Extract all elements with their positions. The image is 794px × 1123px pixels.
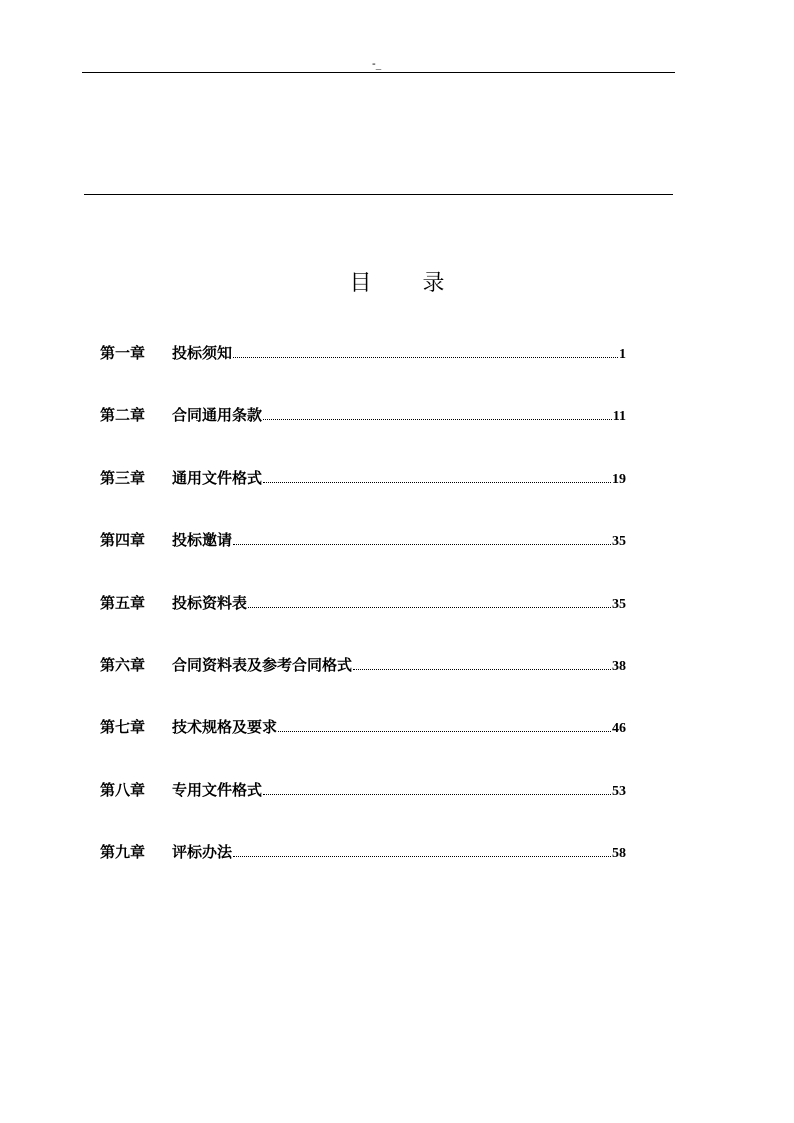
toc-chapter-title: 通用文件格式 bbox=[172, 468, 263, 487]
toc-dot-leader bbox=[263, 482, 611, 483]
toc-page-number: 19 bbox=[612, 471, 626, 487]
toc-page-number: 1 bbox=[619, 347, 626, 362]
toc-entry-chapter-9[interactable] bbox=[100, 837, 640, 899]
toc-dot-leader bbox=[263, 794, 611, 795]
toc-chapter-number: 第八章 bbox=[100, 780, 146, 799]
toc-chapter-title: 合同通用条款 bbox=[172, 406, 263, 425]
toc-page-number: 53 bbox=[612, 783, 626, 799]
toc-page-number: 35 bbox=[612, 596, 626, 612]
toc-entry-chapter-4[interactable] bbox=[100, 525, 640, 587]
toc-chapter-number: 第七章 bbox=[100, 718, 146, 737]
toc-title: 目 录 bbox=[349, 271, 467, 296]
header-rule-top bbox=[82, 72, 675, 73]
toc-entry-chapter-5[interactable] bbox=[100, 588, 640, 650]
toc-entry-chapter-2[interactable] bbox=[100, 400, 640, 462]
toc-chapter-number: 第三章 bbox=[100, 468, 146, 487]
toc-page-number: 35 bbox=[612, 534, 626, 550]
toc-dot-leader bbox=[248, 607, 611, 608]
toc-dot-leader bbox=[233, 357, 618, 358]
header-rule-bottom bbox=[84, 194, 673, 195]
toc-chapter-title: 技术规格及要求 bbox=[172, 718, 278, 737]
table-of-contents bbox=[100, 338, 640, 900]
toc-dot-leader bbox=[278, 731, 611, 732]
toc-chapter-number: 第九章 bbox=[100, 843, 146, 862]
toc-chapter-number: 第二章 bbox=[100, 406, 146, 425]
toc-page-number: 11 bbox=[612, 409, 626, 425]
toc-chapter-title: 投标须知 bbox=[172, 344, 233, 362]
toc-entry-chapter-8[interactable] bbox=[100, 775, 640, 837]
toc-chapter-title: 评标办法 bbox=[172, 843, 233, 862]
toc-chapter-title: 合同资料表及参考合同格式 bbox=[172, 655, 353, 674]
toc-dot-leader bbox=[233, 544, 611, 545]
toc-chapter-number: 第五章 bbox=[100, 593, 146, 612]
toc-page-number: 46 bbox=[612, 721, 626, 737]
toc-entry-chapter-1[interactable] bbox=[100, 338, 640, 400]
toc-page-number: 38 bbox=[612, 658, 626, 674]
toc-chapter-title: 投标邀请 bbox=[172, 531, 233, 550]
toc-entry-chapter-7[interactable] bbox=[100, 712, 640, 774]
toc-chapter-number: 第四章 bbox=[100, 531, 146, 550]
toc-chapter-number: 第六章 bbox=[100, 655, 146, 674]
toc-dot-leader bbox=[353, 669, 611, 670]
toc-chapter-title: 投标资料表 bbox=[172, 593, 248, 612]
header-mark: -_ bbox=[372, 57, 382, 70]
toc-page-number: 58 bbox=[612, 846, 626, 862]
toc-dot-leader bbox=[263, 419, 612, 420]
toc-dot-leader bbox=[233, 856, 611, 857]
toc-entry-chapter-3[interactable] bbox=[100, 463, 640, 525]
toc-chapter-title: 专用文件格式 bbox=[172, 780, 263, 799]
toc-entry-chapter-6[interactable] bbox=[100, 650, 640, 712]
toc-chapter-number: 第一章 bbox=[100, 344, 146, 362]
